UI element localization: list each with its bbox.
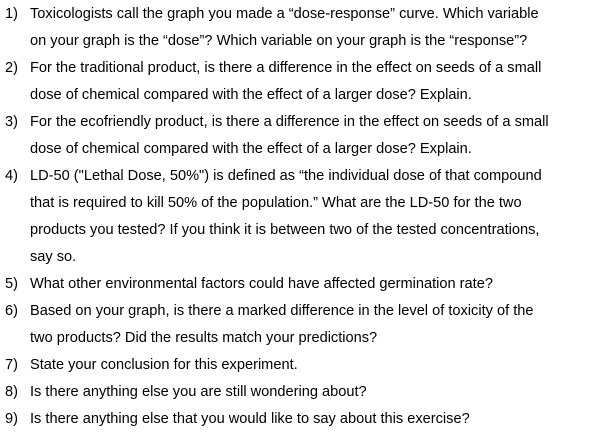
question-item-9 <box>0 406 602 433</box>
question-number: 7) <box>5 357 18 373</box>
question-text-line: on your graph is the “dose”? Which variable on your graph is the “response”? <box>30 33 528 49</box>
question-number: 6) <box>5 303 18 319</box>
question-text-line: say so. <box>30 249 77 265</box>
question-text-line: For the ecofriendly product, is there a difference in the effect on seeds of a small <box>30 114 549 130</box>
question-item-4 <box>0 163 602 271</box>
question-list <box>0 1 602 433</box>
question-item-7 <box>0 352 602 379</box>
question-text-line: State your conclusion for this experiment. <box>30 357 298 373</box>
question-text-line: dose of chemical compared with the effect of a larger dose? Explain. <box>30 87 472 103</box>
question-item-2 <box>0 55 602 109</box>
question-text-line: Based on your graph, is there a marked difference in the level of toxicity of the <box>30 303 534 319</box>
question-text-line: Is there anything else you are still wondering about? <box>30 384 367 400</box>
question-item-8 <box>0 379 602 406</box>
question-number: 9) <box>5 411 18 427</box>
question-text-line: What other environmental factors could have affected germination rate? <box>30 276 493 292</box>
question-item-3 <box>0 109 602 163</box>
question-number: 5) <box>5 276 18 292</box>
question-number: 1) <box>5 6 18 22</box>
question-text-line: products you tested? If you think it is between two of the tested concentrations, <box>30 222 540 238</box>
question-number: 2) <box>5 60 18 76</box>
question-item-5 <box>0 271 602 298</box>
question-number: 3) <box>5 114 18 130</box>
question-text-line: two products? Did the results match your predictions? <box>30 330 378 346</box>
question-item-6 <box>0 298 602 352</box>
question-text-line: LD-50 ("Lethal Dose, 50%") is defined as “the individual dose of that compound <box>30 168 542 184</box>
question-text-line: dose of chemical compared with the effect of a larger dose? Explain. <box>30 141 472 157</box>
question-item-1 <box>0 1 602 55</box>
question-text-line: Is there anything else that you would like to say about this exercise? <box>30 411 470 427</box>
question-text-line: For the traditional product, is there a difference in the effect on seeds of a small <box>30 60 542 76</box>
question-text-line: Toxicologists call the graph you made a “dose-response” curve. Which variable <box>30 6 539 22</box>
question-text-line: that is required to kill 50% of the population.” What are the LD-50 for the two <box>30 195 522 211</box>
question-number: 4) <box>5 168 18 184</box>
question-number: 8) <box>5 384 18 400</box>
